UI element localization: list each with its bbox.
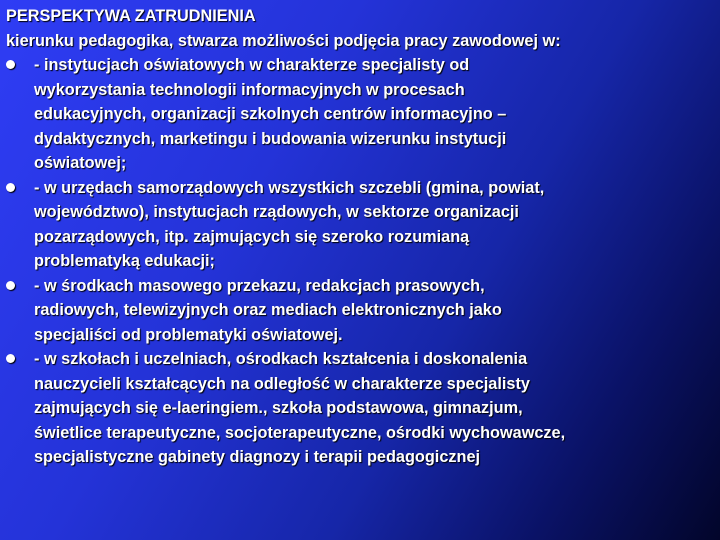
bullet-line: - w urzędach samorządowych wszystkich szczebli (gmina, powiat,	[34, 178, 545, 197]
bullet-line: specjalistyczne gabinety diagnozy i terapii pedagogicznej	[34, 448, 481, 466]
bullet-line: specjaliści od problematyki oświatowej.	[34, 325, 343, 344]
bullet-line: oświatowej;	[34, 154, 127, 172]
slide-title: PERSPEKTYWA ZATRUDNIENIA	[6, 7, 256, 25]
bullet-line: radiowych, telewizyjnych oraz mediach elektronicznych jako	[34, 301, 502, 319]
bullet-line: - instytucjach oświatowych w charakterze specjalisty od	[34, 56, 470, 74]
bullet-line: problematyką edukacji;	[34, 252, 215, 270]
bullet-dot-icon	[6, 281, 15, 290]
bullet-line: edukacyjnych, organizacji szkolnych centrów informacyjno –	[34, 105, 507, 123]
bullet-line: zajmujących się e-laeringiem., szkoła podstawowa, gimnazjum,	[34, 399, 523, 417]
bullet-item	[6, 176, 706, 274]
bullet-line: - w szkołach i uczelniach, ośrodkach kształcenia i doskonalenia	[34, 350, 528, 368]
bullet-line: nauczycieli kształcących na odległość w charakterze specjalisty	[34, 374, 530, 393]
slide-intro: kierunku pedagogika, stwarza możliwości podjęcia pracy zawodowej w:	[6, 31, 561, 50]
bullet-line: - w środkach masowego przekazu, redakcjach prasowych,	[34, 276, 485, 295]
bullet-line: województwo), instytucjach rządowych, w sektorze organizacji	[34, 203, 519, 221]
slide-content	[6, 4, 706, 470]
bullet-line: świetlice terapeutyczne, socjoterapeutyczne, ośrodki wychowawcze,	[34, 423, 566, 442]
bullet-dot-icon	[6, 60, 15, 69]
bullet-line: pozarządowych, itp. zajmujących się szeroko rozumianą	[34, 227, 470, 246]
bullet-item	[6, 347, 706, 470]
bullet-line: wykorzystania technologii informacyjnych w procesach	[34, 80, 465, 99]
bullet-list	[6, 53, 706, 470]
bullet-line: dydaktycznych, marketingu i budowania wizerunku instytucji	[34, 129, 507, 148]
bullet-dot-icon	[6, 354, 15, 363]
bullet-item	[6, 274, 706, 348]
bullet-dot-icon	[6, 183, 15, 192]
bullet-item	[6, 53, 706, 176]
